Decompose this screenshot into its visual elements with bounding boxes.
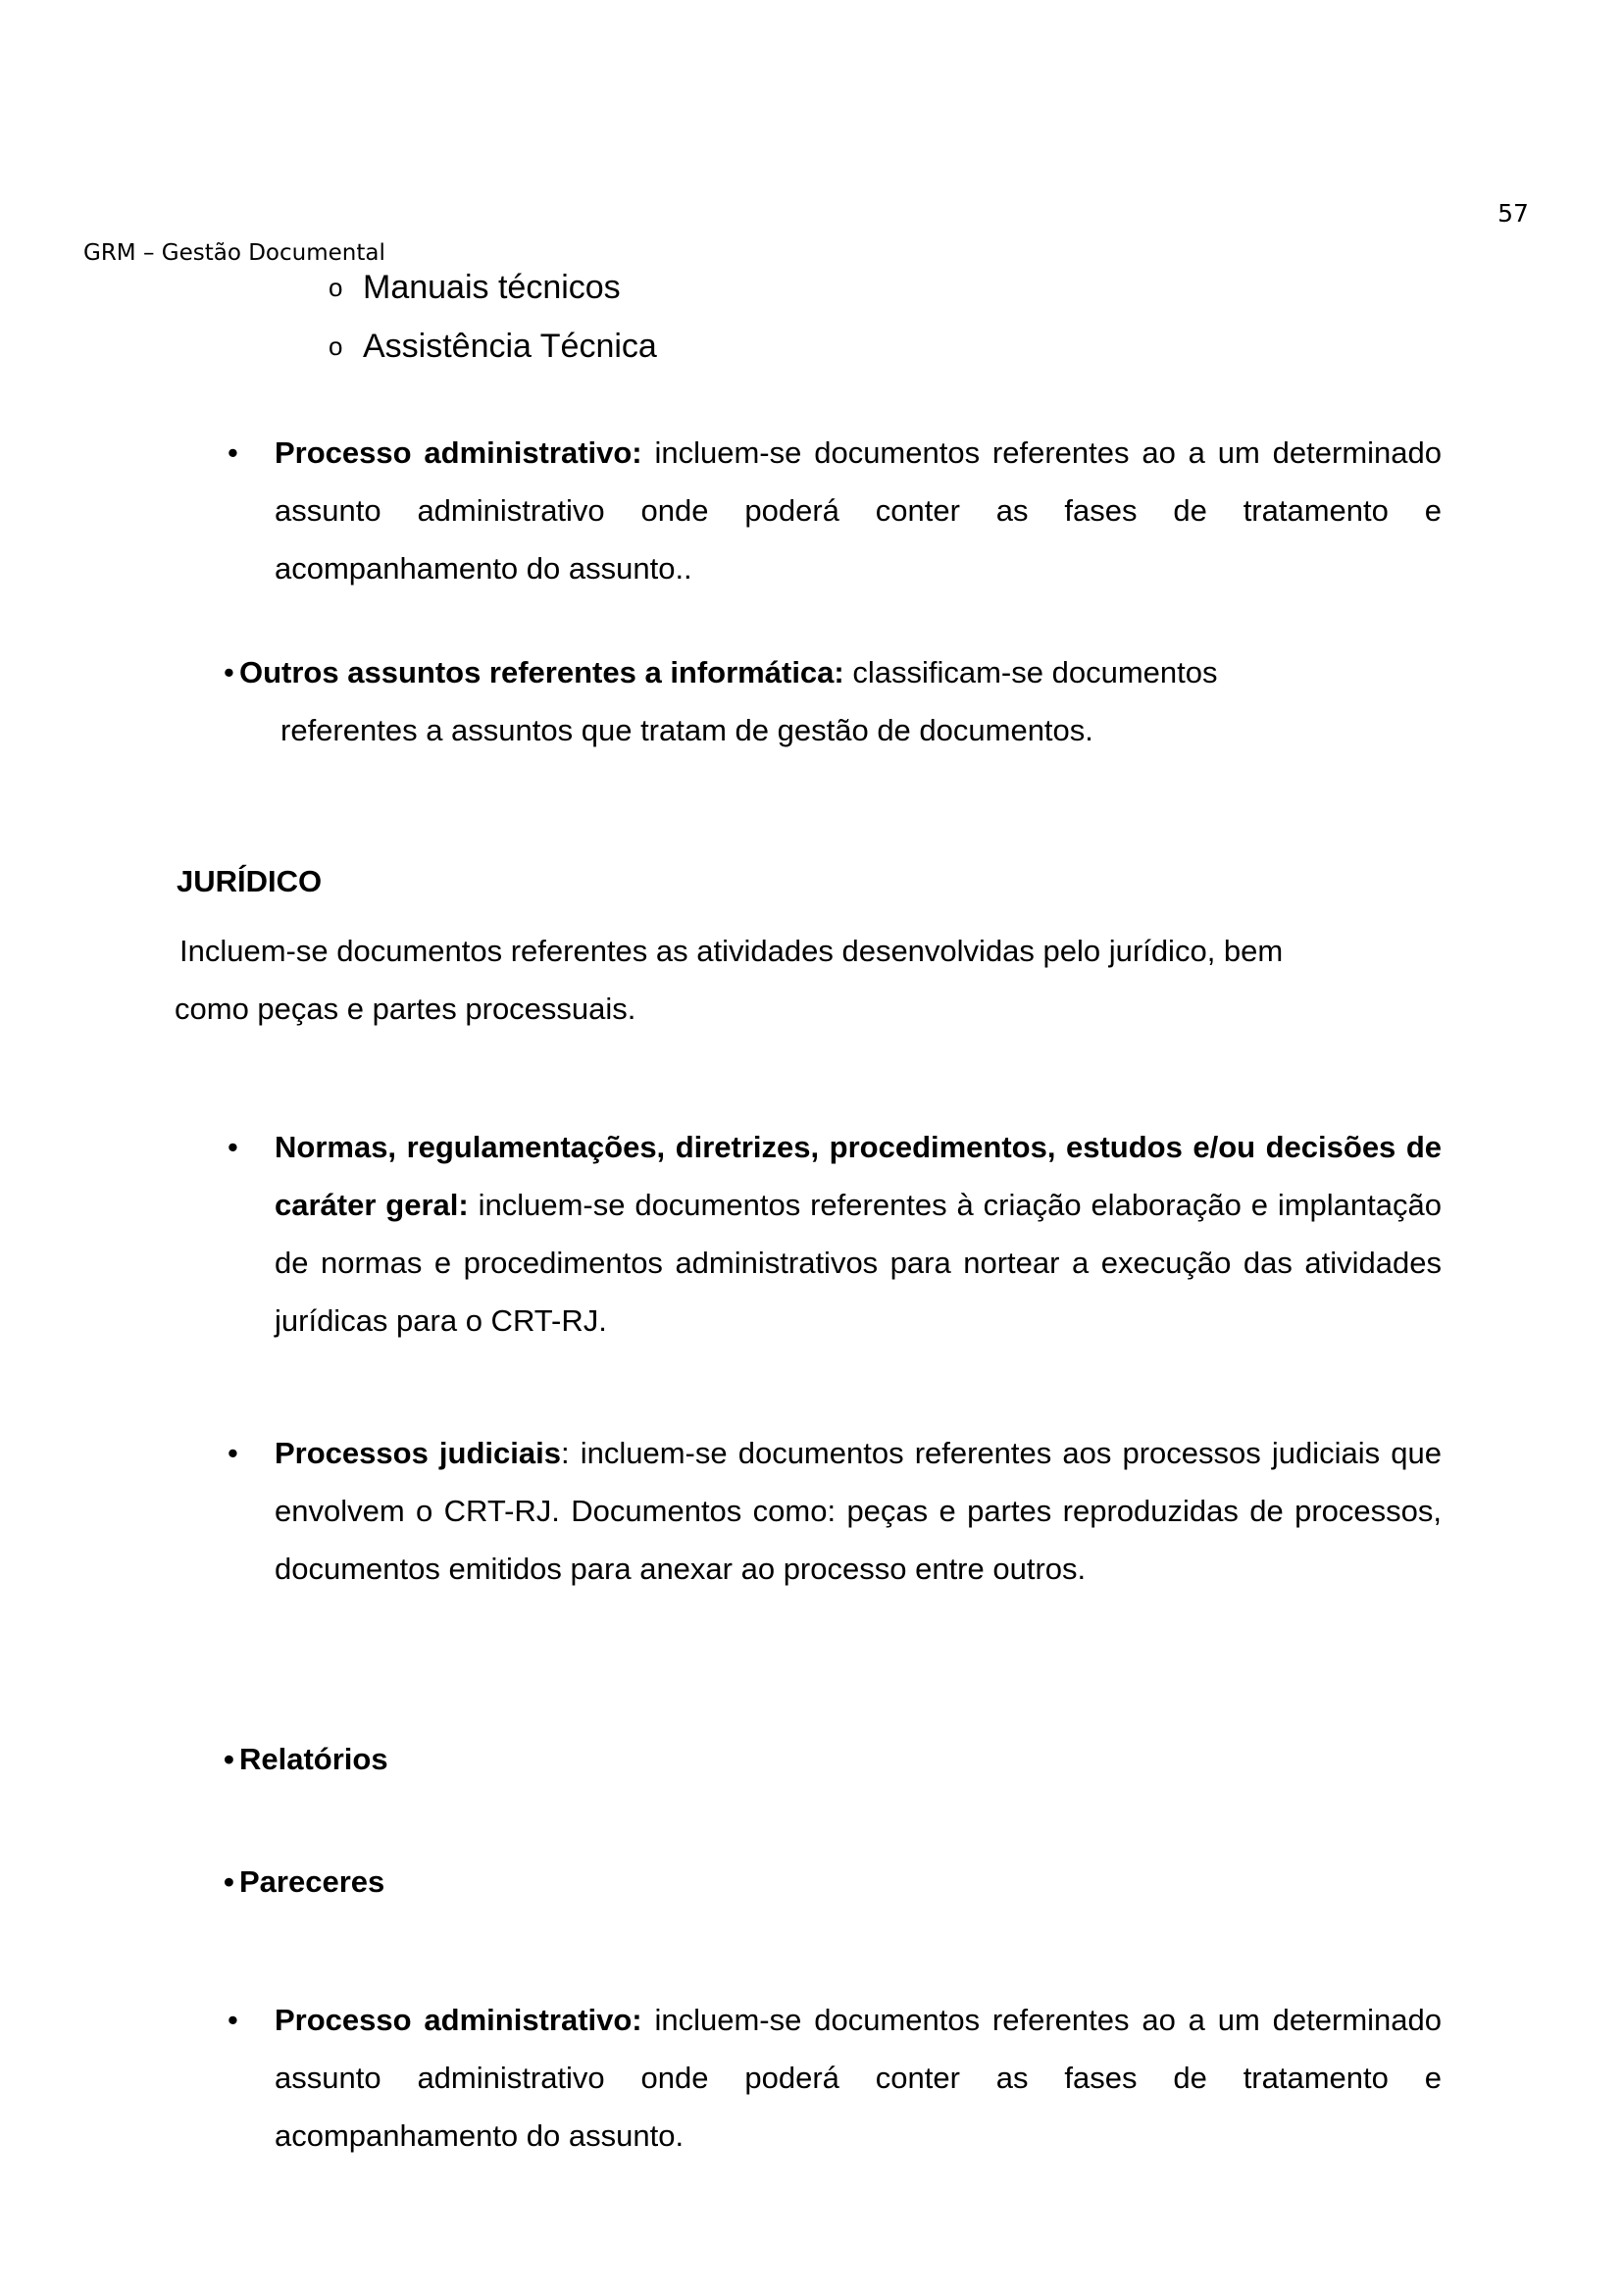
bullet-relatorios (224, 1741, 388, 1777)
bullet-lead-label: Processo administrativo: (275, 2003, 642, 2037)
list-item-label: Assistência Técnica (363, 328, 657, 365)
circle-bullet-icon: o (329, 273, 343, 302)
bullet-processos-judiciais (228, 1424, 1442, 1598)
list-item-label: Manuais técnicos (363, 269, 621, 306)
bullet-processo-administrativo-2 (228, 1991, 1442, 2165)
bullet-lead-label: Processos judiciais (275, 1436, 561, 1470)
bullet-body-text: : incluem-se documentos referentes aos processos judiciais que envolvem o CRT-RJ. Documentos como: peças e partes reproduzidas de processos, documentos emitidos para anexar ao processo entre outros. (275, 1436, 1442, 1586)
paragraph-line-1: Incluem-se documentos referentes as atividades desenvolvidas pelo jurídico, bem (179, 934, 1284, 968)
list-item (329, 326, 1211, 368)
bullet-body-text: incluem-se documentos referentes à criação elaboração e implantação de normas e procedimentos administrativos para nortear a execução das atividades jurídicas para o CRT-RJ. (275, 1188, 1442, 1338)
bullet-body-text: classificam-se documentos (843, 655, 1218, 689)
dot-bullet-icon: • (228, 2003, 238, 2037)
dot-bullet-icon: • (228, 1130, 238, 1164)
bullet-lead-label: Outros assuntos referentes a informática: (239, 655, 844, 689)
bullet-body-text-line2: referentes a assuntos que tratam de gestão de documentos. (280, 713, 1093, 747)
paragraph-juridico-intro (175, 922, 1396, 1038)
dot-bullet-icon: • (224, 1742, 234, 1776)
dot-bullet-icon: • (224, 1864, 234, 1899)
bullet-label: Relatórios (239, 1742, 388, 1776)
paragraph-line-2: como peças e partes processuais. (175, 992, 636, 1026)
bullet-normas-regulamentacoes (228, 1118, 1442, 1350)
bullet-pareceres (224, 1863, 384, 1900)
bullet-outros-assuntos (224, 643, 1426, 759)
bullet-body-text: incluem-se documentos referentes ao a um determinado assunto administrativo onde poderá conter as fases de tratamento e acompanhamento do assunto.. (275, 435, 1443, 586)
dot-bullet-icon: • (228, 435, 238, 470)
dot-bullet-icon: • (228, 1436, 238, 1470)
bullet-label: Pareceres (239, 1864, 385, 1899)
dot-bullet-icon: • (224, 655, 234, 689)
section-heading-juridico: JURÍDICO (177, 864, 323, 898)
circle-bullet-icon: o (329, 331, 343, 361)
running-header: GRM – Gestão Documental (83, 240, 385, 266)
page-number: 57 (1497, 199, 1529, 228)
list-item (329, 267, 1211, 309)
bullet-lead-label: Processo administrativo: (275, 435, 642, 470)
bullet-processo-administrativo-1 (228, 424, 1442, 597)
bullet-body-text: incluem-se documentos referentes ao a um determinado assunto administrativo onde poderá conter as fases de tratamento e acompanhamento do assunto. (275, 2003, 1443, 2153)
bullet-lead-label: Normas, regulamentações, diretrizes, procedimentos, estudos e/ou decisões de caráter geral: (275, 1130, 1442, 1222)
